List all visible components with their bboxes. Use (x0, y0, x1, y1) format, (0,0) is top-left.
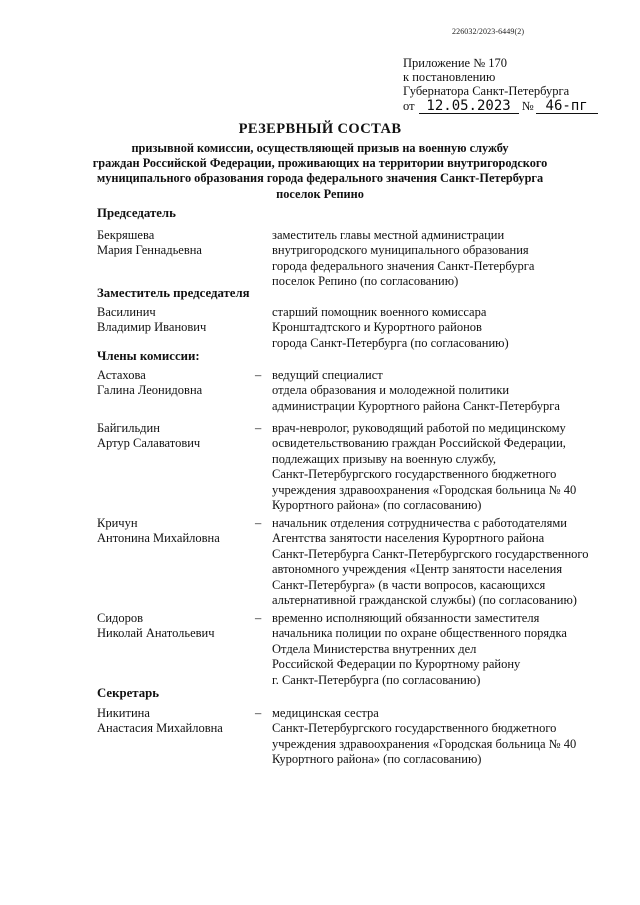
title-line-4: поселок Репино (276, 186, 364, 201)
role-line: Санкт-Петербургского государственного бюджетного (272, 467, 557, 482)
role-line: отдела образования и молодежной политики (272, 383, 510, 398)
role-line: старший помощник военного комиссара (272, 305, 487, 319)
entry-dash: – (255, 368, 262, 382)
role-line: Санкт-Петербургского государственного бюджетного (272, 721, 557, 736)
entry-dash: – (255, 611, 262, 625)
section-members: Члены комиссии: (97, 349, 200, 363)
role-line: медицинская сестра (272, 706, 379, 720)
role-line: альтернативной гражданской службы) (по согласованию) (272, 593, 577, 608)
person-surname: Никитина (97, 706, 150, 720)
document-registration-number: 226032/2023-6449(2) (452, 27, 525, 36)
role-line: ведущий специалист (272, 368, 383, 382)
person-name (97, 611, 257, 642)
section-chairman: Председатель (97, 206, 176, 220)
person-surname: Астахова (97, 368, 146, 382)
person-given-names: Мария Геннадьевна (97, 243, 202, 258)
person-name (97, 516, 257, 547)
role-line: учреждения здравоохранения «Городская больница № 40 (272, 482, 577, 497)
section-secretary: Секретарь (97, 686, 159, 700)
person-role (272, 305, 612, 351)
title-block (60, 121, 580, 202)
person-role (272, 706, 612, 768)
role-line: города федерального значения Санкт-Петербурга (272, 258, 535, 273)
entry-dash: – (255, 421, 262, 435)
role-line: Агентства занятости населения Курортного района (272, 531, 545, 546)
role-line: Российской Федерации по Курортному району (272, 657, 521, 672)
role-line: врач-невролог, руководящий работой по медицинскому (272, 421, 566, 435)
person-role (272, 368, 612, 414)
role-line: учреждения здравоохранения «Городская больница № 40 (272, 736, 577, 751)
person-role (272, 611, 612, 688)
person-role (272, 228, 612, 290)
role-line: Кронштадтского и Курортного районов (272, 320, 482, 335)
appendix-date: 12.05.2023 (426, 97, 511, 114)
title-line-1: призывной комиссии, осуществляющей призыв на военную службу (131, 141, 509, 155)
person-given-names: Галина Леонидовна (97, 383, 203, 398)
appendix-date-field (419, 99, 519, 114)
role-line: поселок Репино (по согласованию) (272, 274, 459, 289)
appendix-number-label: № (521, 98, 534, 113)
appendix-line-1: Приложение № 170 (403, 56, 508, 70)
role-line: временно исполняющий обязанности заместителя (272, 611, 540, 625)
person-surname: Василинич (97, 305, 156, 319)
person-surname: Сидоров (97, 611, 144, 625)
person-surname: Бекряшева (97, 228, 155, 242)
person-given-names: Антонина Михайловна (97, 531, 220, 546)
entry-dash: – (255, 706, 262, 720)
title-line-3: муниципального образования города федерального значения Санкт-Петербурга (96, 171, 544, 186)
role-line: Курортного района» (по согласованию) (272, 498, 482, 513)
person-given-names: Николай Анатольевич (97, 626, 215, 641)
person-name (97, 305, 257, 336)
person-given-names: Артур Салаватович (97, 436, 201, 451)
role-line: Санкт-Петербурга» (в части вопросов, касающихся (272, 577, 546, 592)
person-name (97, 706, 257, 737)
role-line: заместитель главы местной администрации (272, 228, 505, 242)
person-given-names: Владимир Иванович (97, 320, 207, 335)
person-surname: Байгильдин (97, 421, 160, 435)
entry-dash: – (255, 516, 262, 530)
person-name (97, 421, 257, 452)
role-line: Санкт-Петербурга Санкт-Петербургского государственного (272, 546, 589, 561)
section-deputy: Заместитель председателя (97, 286, 250, 300)
appendix-block (403, 56, 623, 114)
role-line: г. Санкт-Петербурга (по согласованию) (272, 672, 481, 687)
role-line: начальник отделения сотрудничества с работодателями (272, 516, 567, 530)
role-line: администрации Курортного района Санкт-Петербурга (272, 398, 560, 413)
role-line: подлежащих призыву на военную службу, (272, 451, 496, 466)
appendix-number-field (536, 99, 598, 114)
appendix-line-3: Губернатора Санкт-Петербурга (403, 84, 570, 99)
person-role (272, 421, 612, 513)
person-surname: Кричун (97, 516, 138, 530)
person-name (97, 228, 257, 259)
role-line: внутригородского муниципального образования (272, 243, 529, 258)
appendix-from-label: от (403, 98, 415, 113)
appendix-number: 46-пг (545, 97, 588, 114)
person-given-names: Анастасия Михайловна (97, 721, 223, 736)
role-line: освидетельствованию граждан Российской Федерации, (272, 436, 566, 451)
document-title: РЕЗЕРВНЫЙ СОСТАВ (238, 121, 402, 137)
role-line: Отдела Министерства внутренних дел (272, 641, 477, 656)
title-line-2: граждан Российской Федерации, проживающих на территории внутригородского (92, 156, 548, 171)
role-line: Курортного района» (по согласованию) (272, 752, 482, 767)
role-line: города Санкт-Петербурга (по согласованию) (272, 335, 509, 350)
appendix-line-2: к постановлению (403, 70, 496, 85)
role-line: начальника полиции по охране общественного порядка (272, 626, 567, 641)
appendix-date-line (403, 99, 623, 114)
role-line: автономного учреждения «Центр занятости населения (272, 562, 563, 577)
person-role (272, 516, 612, 608)
person-name (97, 368, 257, 399)
